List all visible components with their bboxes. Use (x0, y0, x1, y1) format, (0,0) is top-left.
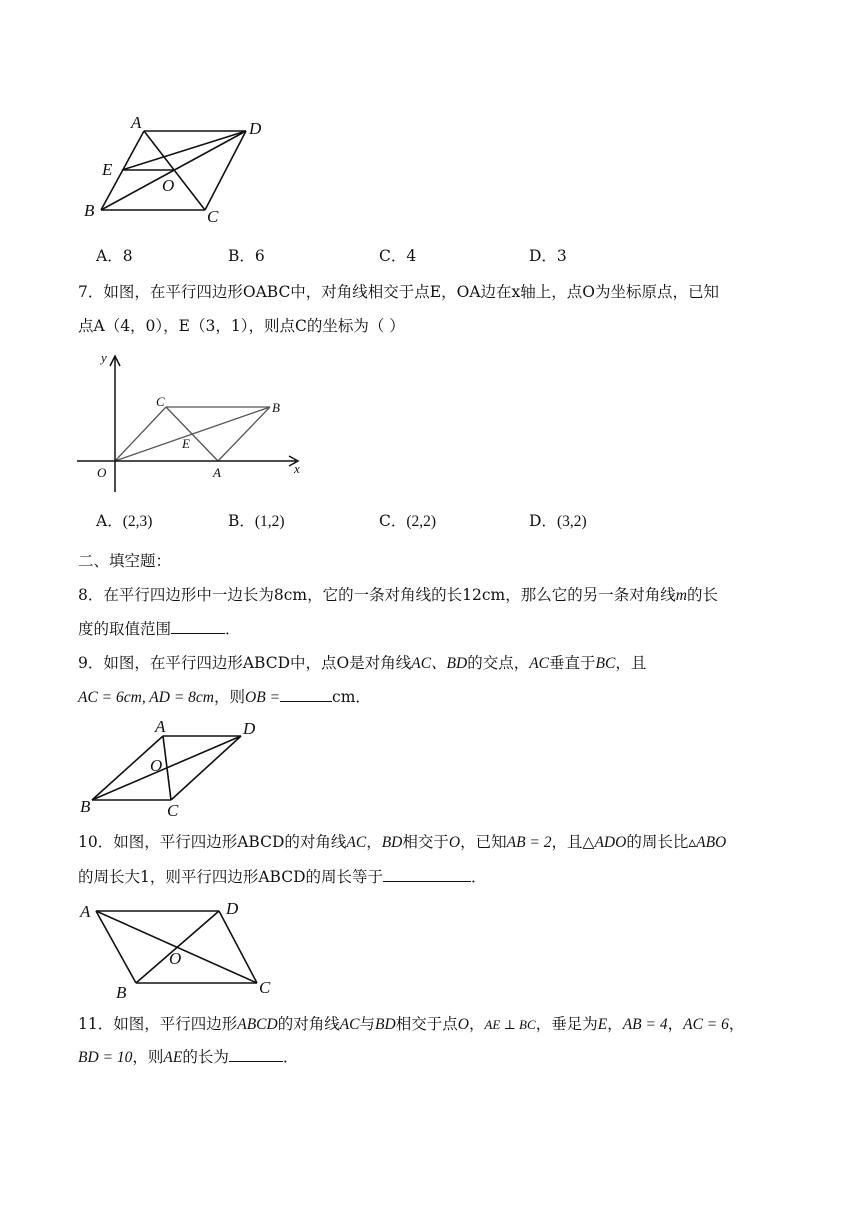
q9-text-c: 垂直于 (549, 654, 596, 672)
q11-text-e: ， (468, 1015, 485, 1033)
q11-ac6: AC = 6 (683, 1016, 729, 1033)
fig10-label-b: B (116, 983, 127, 1002)
fig7-label-y: y (101, 350, 107, 365)
fig7-label-x: x (294, 461, 300, 476)
q11-text-g: ， (607, 1015, 623, 1033)
fig10-label-o: O (169, 949, 182, 968)
q10-text-e: 的周长比 (626, 833, 689, 851)
fig6-label-a: A (131, 113, 142, 132)
q7-option-c-prefix: C． (379, 512, 407, 530)
q8-var-m: m (675, 587, 687, 604)
fig7-label-a: A (213, 465, 221, 480)
q7-option-b-value: (1,2) (254, 513, 285, 530)
fig7-label-e: E (182, 436, 190, 451)
q8-text-d: 的长 (686, 586, 718, 604)
q9-text-b: 的交点， (467, 654, 530, 672)
q7-line2: 点A（4，0），E（3，1），则点C的坐标为（ ） (78, 317, 405, 335)
q8-diag: 12cm (462, 586, 506, 604)
q7-option-d-value: (3,2) (556, 513, 587, 530)
fig7-label-o: O (97, 465, 107, 480)
fig6-label-c: C (207, 207, 219, 226)
q8-side: 8cm (273, 586, 308, 604)
fig10-edge-ba (96, 911, 136, 983)
q9-text-d: ，且 (615, 654, 647, 672)
q10-sep: ， (366, 833, 382, 851)
q11-text-d: 相交于点 (395, 1015, 458, 1033)
q7-line1: 7．如图，在平行四边形OABC中，对角线相交于点E，OA边在x轴上，点O为坐标原点，已知 (78, 283, 719, 301)
q8-text-e: 度的取值范围 (78, 620, 172, 638)
fig7-label-b: B (272, 400, 280, 415)
fig10-diag-bd (136, 911, 219, 983)
q7-option-b-prefix: B． (228, 512, 255, 530)
fig9-label-b: B (80, 797, 91, 816)
q10-bd: BD (381, 834, 403, 851)
q11-text-f: ，垂足为 (535, 1015, 598, 1033)
q9-text-e: ，则 (214, 688, 246, 706)
q11-bd10: BD = 10 (78, 1049, 133, 1066)
q11-answer-blank[interactable] (229, 1047, 283, 1062)
q11-o: O (457, 1016, 469, 1033)
q8-text-a: 8．在平行四边形中一边长为 (78, 586, 274, 604)
q10-o: O (448, 834, 461, 851)
q7-option-d-prefix: D． (529, 512, 557, 530)
q9-ob: OB = (245, 689, 281, 706)
q11-text-a: 11．如图，平行四边形 (78, 1015, 238, 1033)
q9-ac: AC (529, 655, 550, 672)
q9-text-a: 9．如图，在平行四边形ABCD中，点O是对角线 (78, 654, 412, 672)
q11-text-b: 的对角线 (277, 1015, 340, 1033)
fig9-label-a: A (155, 717, 166, 736)
q6-option-c: C．4 (379, 247, 417, 265)
q11-text-l: ． (282, 1048, 299, 1066)
q11-line1 (78, 1013, 744, 1036)
q8-text-b: ，它的一条对角线的长 (307, 586, 463, 604)
fig6-label-o: O (162, 176, 175, 195)
q11-text-h: ， (667, 1015, 684, 1033)
q8-text-c: ，那么它的另一条对角线 (505, 586, 676, 604)
q11-ae: AE (163, 1049, 183, 1066)
fig10-edge-dc (219, 911, 257, 983)
q7-option-c-value: (2,2) (406, 513, 437, 530)
q10-text-g: ． (471, 868, 487, 886)
q10-text-c: ，已知 (460, 833, 507, 851)
q9-bc: BC (595, 655, 616, 672)
q11-text-i: ， (728, 1015, 745, 1033)
q11-ac: AC (339, 1016, 360, 1033)
q10-text-d: ，且 (551, 833, 583, 851)
q10-ac: AC (346, 834, 367, 851)
q9-ac-bd: AC、BD (411, 655, 468, 672)
q9-text-f: ． (355, 688, 371, 706)
q8-text-f: ． (225, 620, 241, 638)
q11-e: E (597, 1016, 608, 1033)
q10-tri-ado: △ADO (582, 834, 627, 851)
fig6-label-b: B (84, 201, 95, 220)
q11-abcd: ABCD (237, 1016, 278, 1033)
q10-text-b: 相交于 (402, 833, 449, 851)
q10-text-a: 10．如图，平行四边形ABCD的对角线 (78, 833, 347, 851)
fig10-label-c: C (259, 978, 271, 997)
fig6-label-e: E (102, 160, 113, 179)
q10-text-f: 的周长大1，则平行四边形ABCD的周长等于 (78, 868, 384, 886)
q7-option-a-value: (2,3) (122, 513, 153, 530)
q10-ab-expr: AB = 2 (506, 834, 552, 851)
q6-option-a: A．8 (96, 247, 133, 265)
fig9-label-o: O (150, 756, 163, 775)
q11-perp: AE ⊥ BC (484, 1017, 536, 1032)
q6-option-d: D．3 (529, 247, 567, 265)
q11-text-c: 与 (359, 1015, 376, 1033)
q11-text-k: 的长为 (182, 1048, 229, 1066)
fig7-label-c: C (156, 394, 165, 409)
section-fill-in-heading: 二、填空题： (78, 552, 172, 570)
q9-given-expr: AC = 6cm, AD = 8cm (78, 689, 215, 706)
q11-bd: BD (375, 1016, 396, 1033)
fig9-label-d: D (243, 719, 256, 738)
q9-unit: cm (332, 688, 356, 706)
q7-option-a-prefix: A． (96, 512, 123, 530)
q11-text-j: ，则 (132, 1048, 164, 1066)
q6-option-b: B．6 (228, 247, 265, 265)
fig6-label-d: D (249, 119, 262, 138)
q11-line2 (78, 1046, 298, 1069)
fig10-label-a: A (80, 902, 91, 921)
q11-ab: AB = 4 (622, 1016, 668, 1033)
q10-tri-abo: ▵ABO (688, 834, 727, 851)
fig9-label-c: C (167, 801, 179, 820)
fig10-label-d: D (226, 899, 239, 918)
